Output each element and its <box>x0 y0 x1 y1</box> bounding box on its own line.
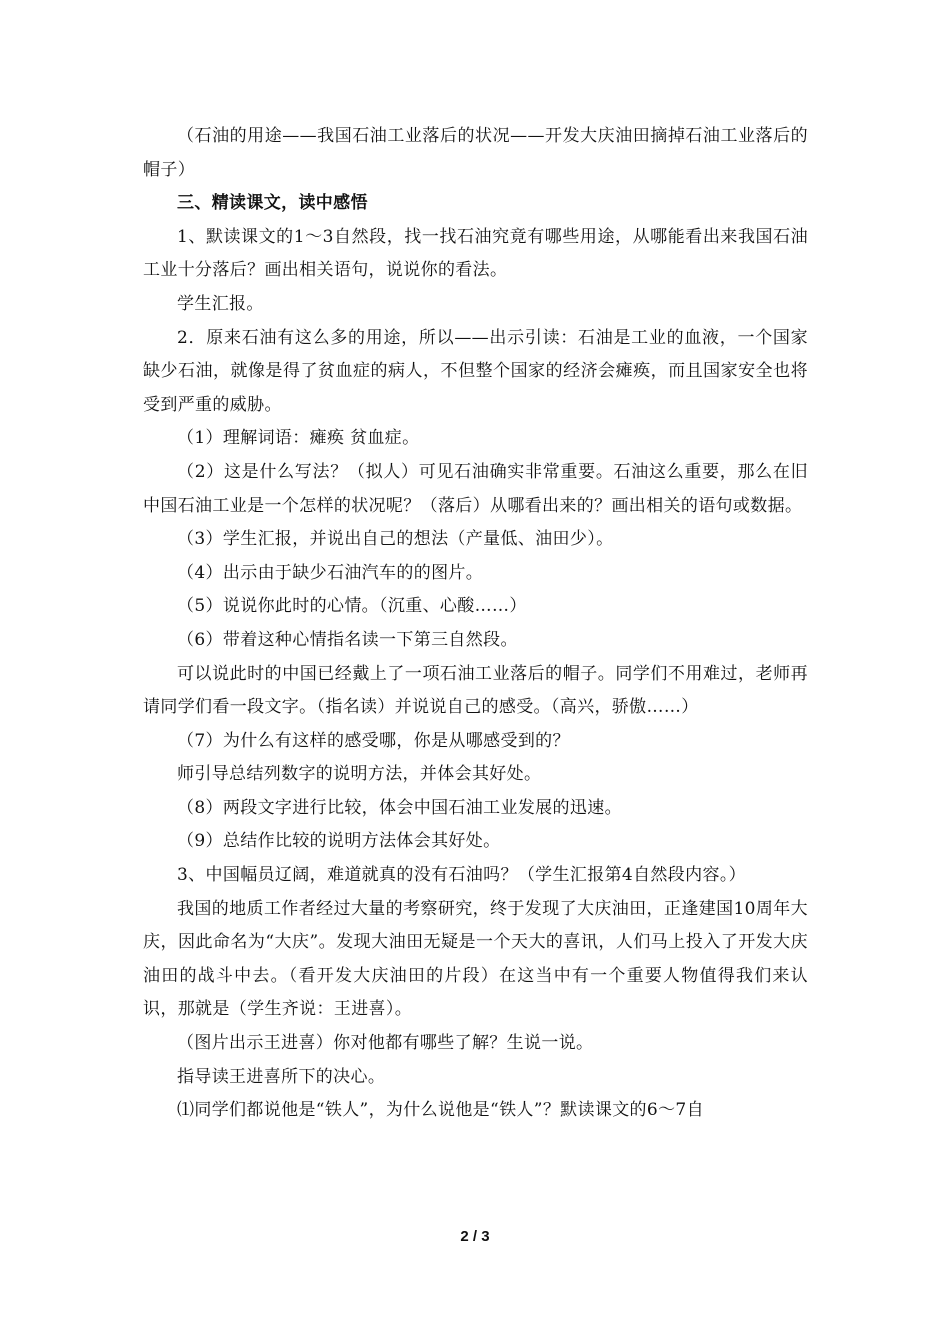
paragraph: （4）出示由于缺少石油汽车的的图片。 <box>177 562 484 583</box>
paragraph: 指导读王进喜所下的决心。 <box>177 1066 386 1087</box>
paragraph: 可以说此时的中国已经戴上了一项石油工业落后的帽子。同学们不用难过，老师再请同学们看一段文字。（指名读）并说说自己的感受。（高兴，骄傲……） <box>143 663 808 718</box>
section-heading: 三、精读课文，读中感悟 <box>177 193 368 214</box>
paragraph-task-3: 3、中国幅员辽阔，难道就真的没有石油吗？（学生汇报第4自然段内容。） <box>177 865 747 886</box>
paragraph: ⑴同学们都说他是“铁人”，为什么说他是“铁人”？默读课文的6～7自 <box>177 1100 704 1121</box>
page-number: 2 / 3 <box>460 1228 490 1245</box>
paragraph: （5）说说你此时的心情。（沉重、心酸……） <box>177 596 527 617</box>
paragraph: （9）总结作比较的说明方法体会其好处。 <box>177 831 501 852</box>
paragraph: 师引导总结列数字的说明方法，并体会其好处。 <box>177 764 542 785</box>
paragraph: （1）理解词语：瘫痪 贫血症。 <box>177 428 420 449</box>
paragraph: 我国的地质工作者经过大量的考察研究，终于发现了大庆油田，正逢建国10周年大庆，因此命名为“大庆”。发现大油田无疑是一个天大的喜讯，人们马上投入了开发大庆油田的战斗中去。（看开发大庆油田的片段）在这当中有一个重要人物值得我们来认识，那就是（学生齐说：王进喜）。 <box>143 898 808 1020</box>
paragraph: 学生汇报。 <box>177 293 264 314</box>
paragraph: （3）学生汇报，并说出自己的想法（产量低、油田少）。 <box>177 529 614 550</box>
document-body <box>143 120 808 1128</box>
paragraph: （6）带着这种心情指名读一下第三自然段。 <box>177 629 518 650</box>
paragraph-task-2: 2．原来石油有这么多的用途，所以——出示引读：石油是工业的血液，一个国家缺少石油，就像是得了贫血症的病人，不但整个国家的经济会瘫痪，而且国家安全也将受到严重的威胁。 <box>143 327 808 415</box>
paragraph: （7）为什么有这样的感受哪，你是从哪感受到的？ <box>177 730 570 751</box>
paragraph: （2）这是什么写法？（拟人）可见石油确实非常重要。石油这么重要，那么在旧中国石油工业是一个怎样的状况呢？（落后）从哪看出来的？画出相关的语句或数据。 <box>143 461 808 516</box>
paragraph: （图片出示王进喜）你对他都有哪些了解？生说一说。 <box>177 1033 594 1054</box>
paragraph: （8）两段文字进行比较，体会中国石油工业发展的迅速。 <box>177 797 622 818</box>
paragraph-task-1: 1、默读课文的1～3自然段，找一找石油究竟有哪些用途，从哪能看出来我国石油工业十分落后？画出相关语句，说说你的看法。 <box>143 226 808 281</box>
paragraph-outline: （石油的用途——我国石油工业落后的状况——开发大庆油田摘掉石油工业落后的帽子） <box>143 126 808 180</box>
